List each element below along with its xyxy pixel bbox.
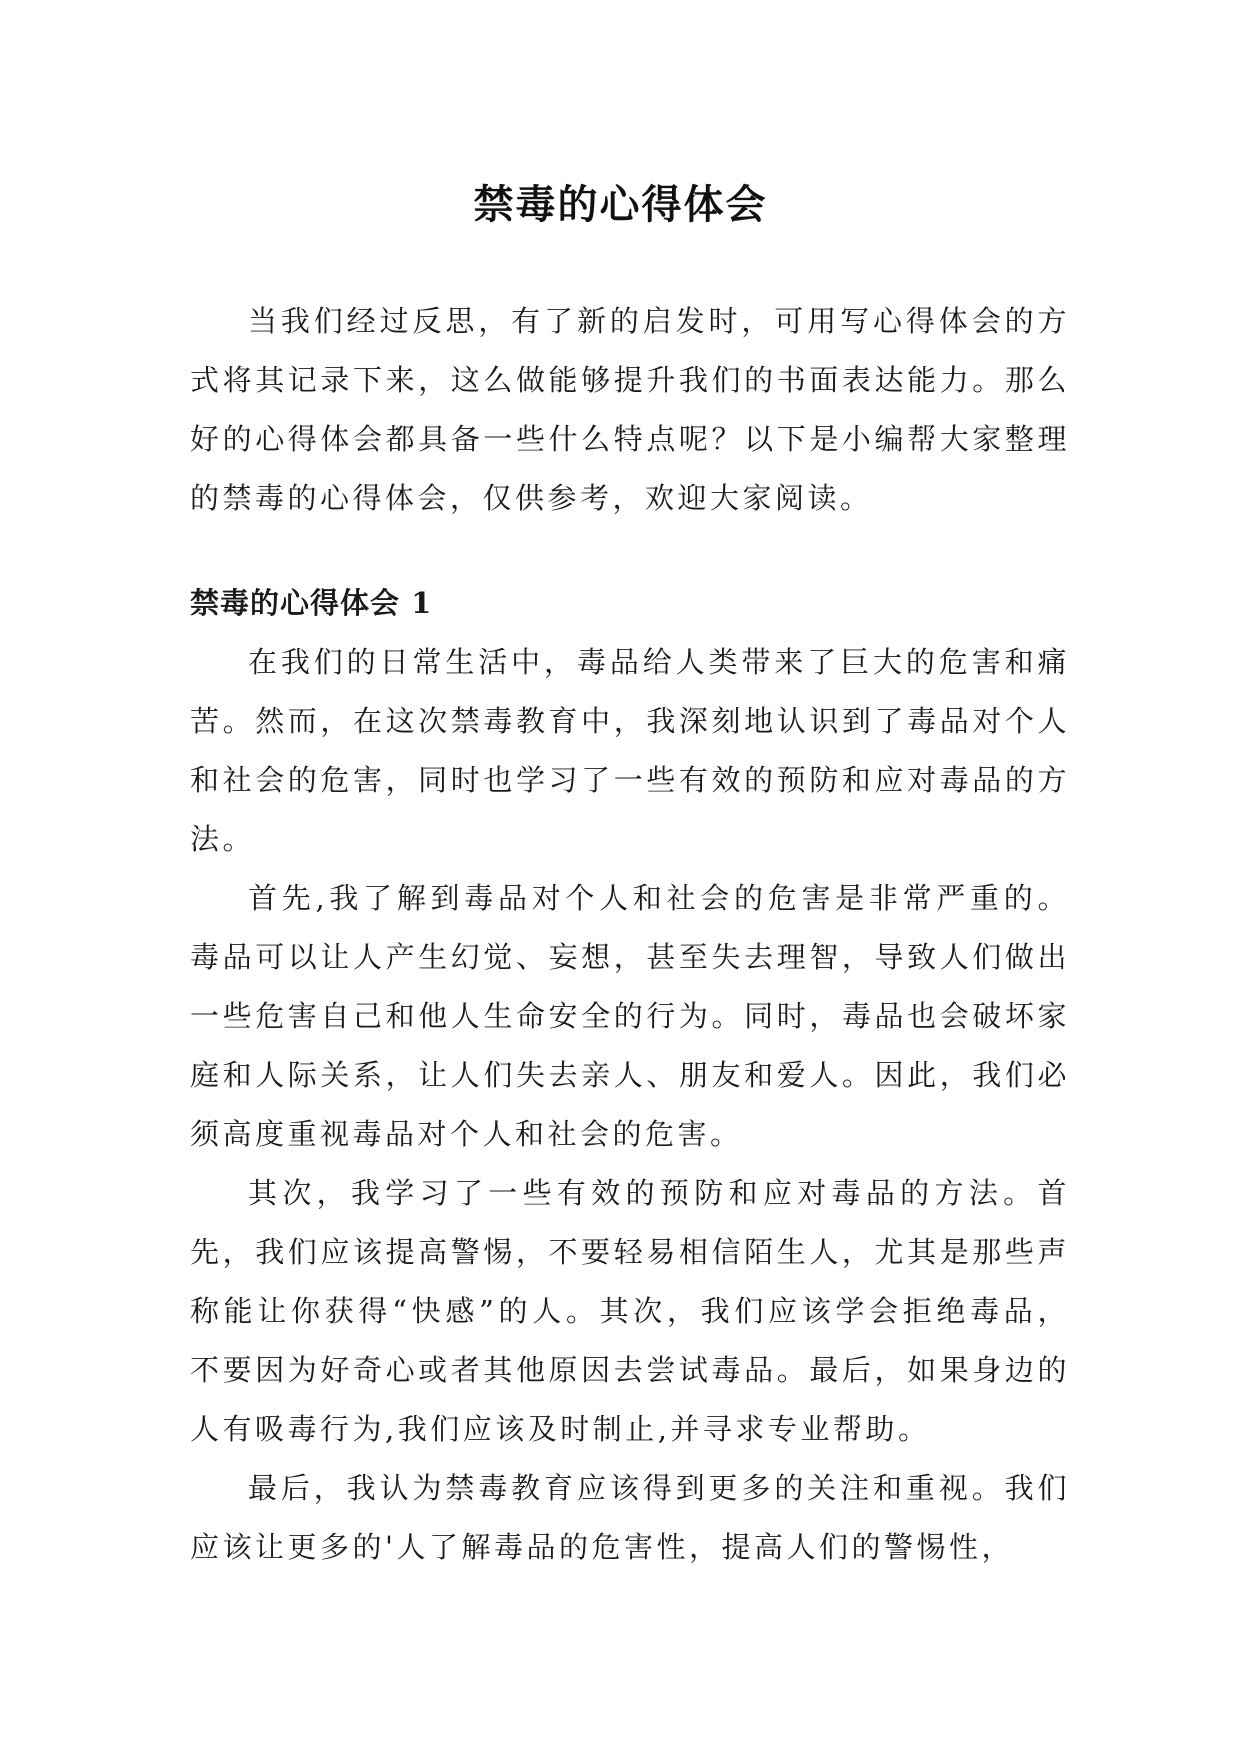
body-paragraph: 首先,我了解到毒品对个人和社会的危害是非常严重的。毒品可以让人产生幻觉、妄想，甚至失去理智，导致人们做出一些危害自己和他人生命安全的行为。同时，毒品也会破坏家庭和人际关系，让人们失去亲人、朋友和爱人。因此，我们必须高度重视毒品对个人和社会的危害。 — [190, 881, 1070, 1151]
body-paragraph: 在我们的日常生活中，毒品给人类带来了巨大的危害和痛苦。然而，在这次禁毒教育中，我深刻地认识到了毒品对个人和社会的危害，同时也学习了一些有效的预防和应对毒品的方法。 — [190, 645, 1070, 856]
intro-paragraph: 当我们经过反思，有了新的启发时，可用写心得体会的方式将其记录下来，这么做能够提升我们的书面表达能力。那么好的心得体会都具备一些什么特点呢？以下是小编帮大家整理的禁毒的心得体会，仅供参考，欢迎大家阅读。 — [190, 304, 1070, 515]
body-paragraph: 其次，我学习了一些有效的预防和应对毒品的方法。首先，我们应该提高警惕，不要轻易相信陌生人，尤其是那些声称能让你获得“快感”的人。其次，我们应该学会拒绝毒品，不要因为好奇心或者其他原因去尝试毒品。最后，如果身边的人有吸毒行为,我们应该及时制止,并寻求专业帮助。 — [190, 1176, 1070, 1446]
document-body — [190, 292, 1070, 1577]
body-paragraph: 最后，我认为禁毒教育应该得到更多的关注和重视。我们应该让更多的'人了解毒品的危害性，提高人们的警惕性， — [190, 1471, 1070, 1564]
section-heading: 禁毒的心得体会 1 — [190, 586, 433, 620]
document-title: 禁毒的心得体会 — [473, 181, 768, 228]
